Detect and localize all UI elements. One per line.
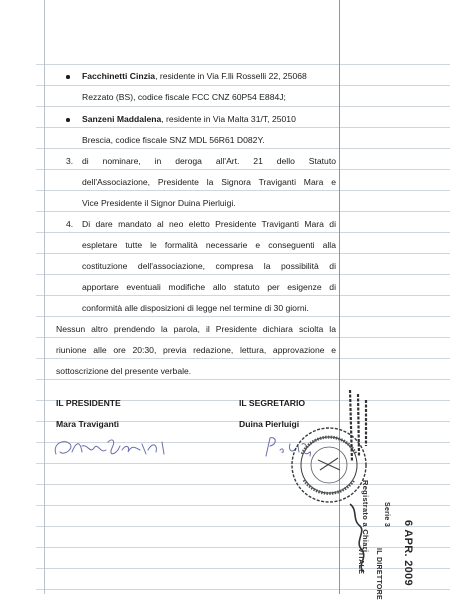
bullet-dot [66, 118, 70, 122]
secretary-role: IL SEGRETARIO [239, 398, 306, 408]
closing-line: sottoscrizione del presente verbale. [56, 366, 192, 376]
list-item-line: Brescia, codice fiscale SNZ MDL 56R61 D082Y. [82, 135, 265, 145]
closing-line: riunione alle ore 20:30, previa redazione, lettura, approvazione e [56, 345, 336, 355]
point-number: 3. [66, 156, 74, 166]
stamp-signature-icon [346, 500, 372, 576]
ruled-line [36, 85, 450, 86]
stamp-registration-text: Registrato a Chiari [361, 480, 370, 553]
ruled-line [36, 337, 450, 338]
list-item: Facchinetti Cinzia, residente in Via F.lli Rosselli 22, 25068 [82, 71, 307, 81]
ruled-line [36, 589, 450, 590]
ruled-line [36, 295, 450, 296]
point-line: dell'Associazione, Presidente la Signora Traviganti Mara e [82, 177, 336, 187]
president-name: Mara Travigantì [56, 419, 120, 429]
stamp-date-text: 6 APR. 2009 [402, 520, 414, 586]
ruled-line [36, 127, 450, 128]
point-line: conformità alle disposizioni di legge nel termine di 30 giorni. [82, 303, 309, 313]
stamp-series-text: Serie 3 [383, 502, 390, 528]
president-role: IL PRESIDENTE [56, 398, 121, 408]
stamp-director-text: IL DIRETTORE [375, 548, 382, 600]
stamp-name-text: VITALE [357, 548, 364, 575]
ruled-line [36, 232, 450, 233]
ruled-line [36, 211, 450, 212]
ruled-line [36, 148, 450, 149]
ruled-line [36, 379, 450, 380]
stamp-ink-icon [344, 386, 374, 466]
list-item: Sanzeni Maddalena, residente in Via Malta 31/T, 25010 [82, 114, 296, 124]
ruled-line [36, 568, 450, 569]
margin-line-left [44, 0, 45, 594]
president-signature [50, 432, 180, 462]
bullet-dot [66, 75, 70, 79]
point-line: espletare tutte le formalità necessarie e conseguenti alla [82, 240, 336, 250]
person-name: Facchinetti Cinzia [82, 71, 156, 81]
point-line: costituzione dell'associazione, compresa la possibilità di [82, 261, 336, 271]
point-line: apportare eventuali modifiche allo statuto per esigenze di [82, 282, 336, 292]
ruled-line [36, 190, 450, 191]
ruled-line [36, 274, 450, 275]
ruled-line [36, 358, 450, 359]
ruled-line [36, 253, 450, 254]
ruled-line [36, 316, 450, 317]
closing-line: Nessun altro prendendo la parola, il Presidente dichiara sciolta la [56, 324, 336, 334]
point-line: Di dare mandato al neo eletto Presidente Traviganti Mara di [82, 219, 336, 229]
ruled-line [36, 106, 450, 107]
person-name: Sanzeni Maddalena [82, 114, 162, 124]
ruled-line [36, 169, 450, 170]
ruled-line [36, 64, 450, 65]
list-item-line: Rezzato (BS), codice fiscale FCC CNZ 60P54 E884J; [82, 92, 286, 102]
point-line: di nominare, in deroga all'Art. 21 dello Statuto [82, 156, 336, 166]
ruled-line [36, 484, 450, 485]
point-number: 4. [66, 219, 74, 229]
secretary-name: Duina Pierluigi [239, 419, 300, 429]
ruled-line [36, 547, 450, 548]
point-line: Vice Presidente il Signor Duina Pierluigi. [82, 198, 236, 208]
ruled-line [36, 463, 450, 464]
